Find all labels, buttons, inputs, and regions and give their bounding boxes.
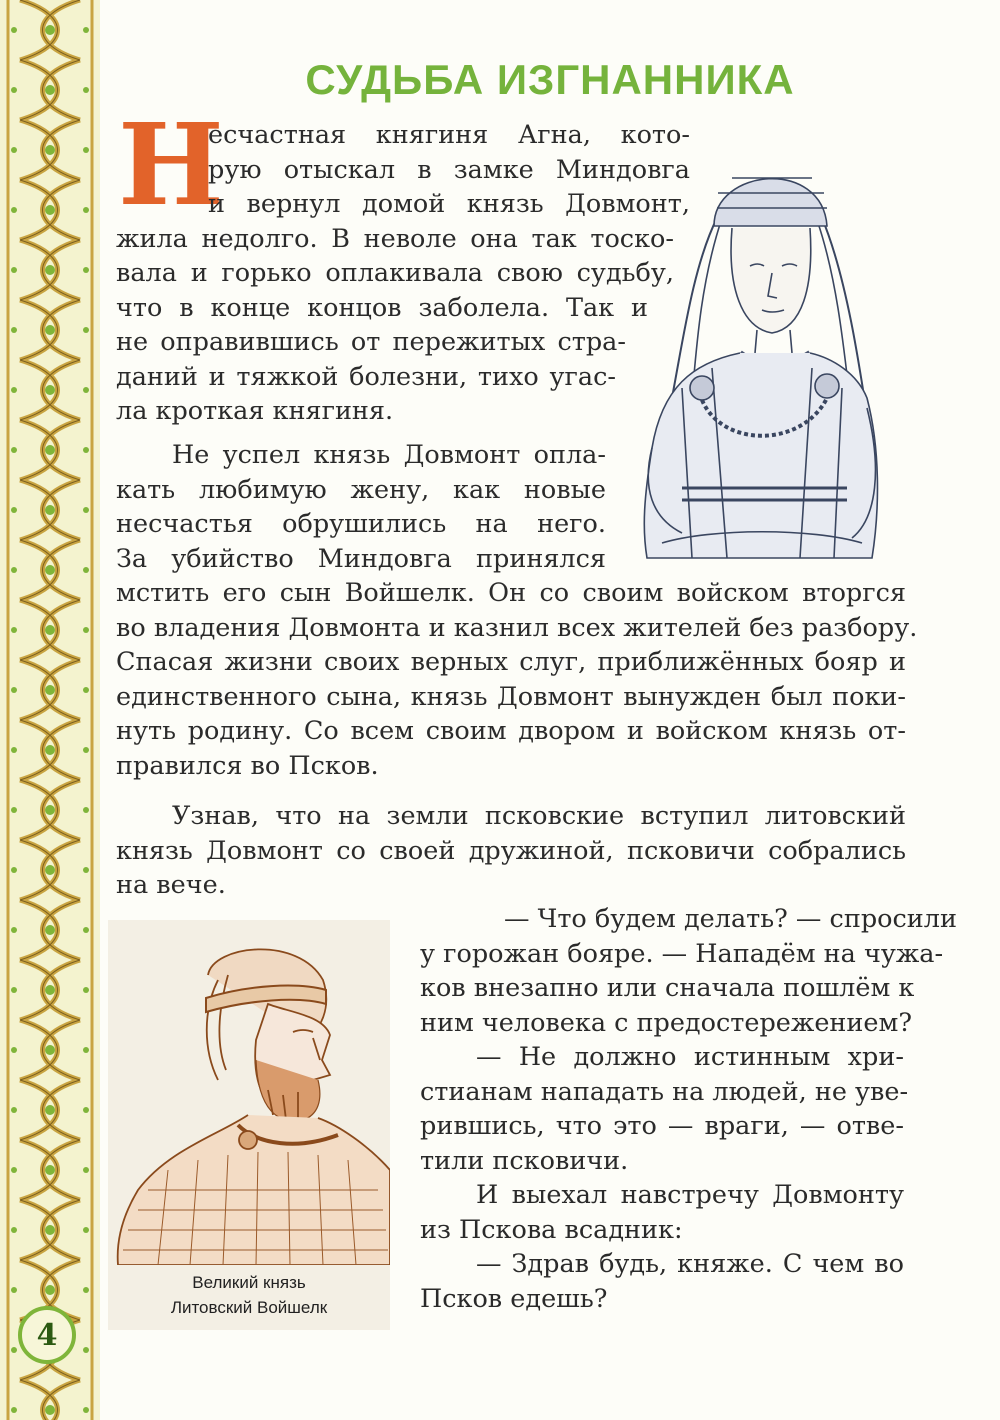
text-line: жила недолго. В неволе она так тоско-	[116, 223, 674, 254]
text-line: Не успел князь Довмонт опла-	[172, 440, 606, 470]
illustration-frame	[108, 920, 390, 1330]
page-number: 4	[18, 1306, 76, 1364]
celtic-knot-border-icon	[0, 0, 100, 1420]
text-line: и вернул домой князь Довмонт,	[208, 189, 690, 219]
text-line: единственного сына, князь Довмонт вынужден был поки-	[116, 681, 906, 712]
text-line: — Не должно истинным хри-	[476, 1042, 904, 1072]
text-line: кать любимую жену, как новые	[116, 474, 606, 505]
text-line: И выехал навстречу Довмонту	[476, 1180, 904, 1210]
text-line: Спасая жизни своих верных слуг, приближённых бояр и	[116, 647, 906, 677]
text-line: Псков едешь?	[420, 1283, 608, 1314]
text-line: из Пскова всадник:	[420, 1214, 683, 1245]
text-line: За убийство Миндовга принялся	[116, 543, 606, 574]
text-line: несчастья обрушились на него.	[116, 509, 606, 539]
drop-cap: Н	[118, 100, 224, 231]
text-line: на вече.	[116, 870, 226, 900]
text-line: князь Довмонт со своей дружиной, псковичи собрались	[116, 835, 906, 866]
text-line: стианам нападать на людей, не уве-	[420, 1076, 909, 1107]
text-line: ним человека с предостережением?	[420, 1007, 913, 1038]
text-line: правился во Псков.	[116, 750, 379, 781]
princess-agna-illustration-icon	[622, 148, 892, 568]
text-line: у горожан бояре. — Нападём на чужа-	[420, 938, 944, 969]
text-line: есчастная княгиня Агна, кото-	[208, 120, 690, 150]
caption-line-1: Великий князь	[192, 1273, 306, 1292]
text-line: не оправившись от пережитых стра-	[116, 327, 626, 357]
text-line: нуть родину. Со всем своим двором и войском князь от-	[116, 716, 906, 746]
text-line: Узнав, что на земли псковские вступил литовский	[172, 801, 906, 831]
text-line: во владения Довмонта и казнил всех жителей без разбору.	[116, 612, 918, 643]
text-line: — Здрав будь, княже. С чем во	[476, 1249, 904, 1279]
text-line: тили псковичи.	[420, 1145, 629, 1176]
caption-line-2: Литовский Войшелк	[170, 1298, 328, 1317]
text-line: ла кроткая княгиня.	[116, 396, 394, 426]
text-line: даний и тяжкой болезни, тихо угас-	[116, 361, 616, 392]
illustration-caption	[108, 1270, 390, 1320]
text-line: вала и горько оплакивала свою судьбу,	[116, 258, 674, 288]
celtic-knot-border	[0, 0, 100, 1420]
text-line: — Что будем делать? — спросили	[504, 904, 957, 934]
text-line: рую отыскал в замке Миндовга	[208, 154, 690, 185]
prince-voishelk-illustration-icon	[108, 920, 390, 1265]
page-title: СУДЬБА ИЗГНАННИКА	[305, 56, 795, 103]
text-line: что в конце концов заболела. Так и	[116, 292, 648, 323]
text-line: ков внезапно или сначала пошлём к	[420, 973, 915, 1003]
text-line: рившись, что это — враги, — отве-	[420, 1111, 904, 1141]
dialogue-block	[420, 902, 957, 1316]
text-line: мстить его сын Войшелк. Он со своим войском вторгся	[116, 578, 906, 608]
